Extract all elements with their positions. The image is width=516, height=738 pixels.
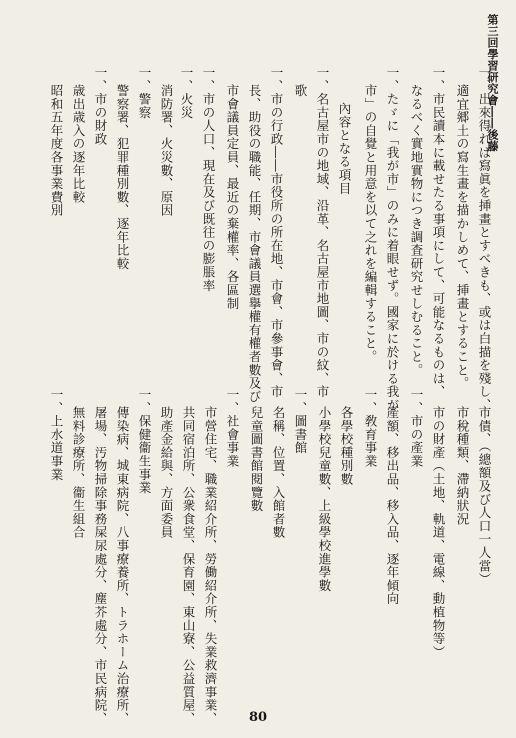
text-column: 共同宿泊所、公衆食堂、保育園、東山寮、公益質屋、 (181, 406, 196, 726)
text-column: 一、市の產業 (409, 388, 424, 468)
text-column: 產額、移出品、移入品、逐年傾向 (385, 406, 400, 606)
text-column: 一、市の行政――市役所の所在地、市會、市參事會、市 (269, 66, 284, 399)
text-column: 一、警察 (137, 66, 152, 120)
text-column: 兒童圖書館閱覽數 (249, 406, 264, 513)
text-column: 屠場、汚物掃除事務屎尿處分、塵芥處分、市民病院、 (93, 406, 108, 726)
text-column: 一、市の人口、現在及び既往の膨脹率 (201, 66, 216, 293)
text-column: 助產金給與、方面委員 (159, 406, 174, 539)
text-column: 市の財產（土地、軌道、電線、動植物等） (431, 406, 446, 659)
text-column: 一、出來得れば寫眞を挿畫とすべきも、或は白描を殘し、 (477, 66, 492, 412)
text-column: 一、市民讀本に載せたる事項にして、可能なるものは、 (431, 66, 446, 399)
text-column: 市」の自覺と用意を以て之れを編輯すること。 (363, 84, 378, 364)
text-column: 市會議員定員、最近の棄權率、各區制 (225, 84, 240, 311)
text-column: 適宜郷土の寫生畫を描かしめて、挿畫とすること。 (455, 84, 470, 390)
text-column: 市稅種類、滯納狀況 (455, 406, 470, 526)
text-column: 市債、（總額及び人口一人當） (477, 406, 492, 586)
text-column: 歌 (293, 84, 308, 98)
text-column: 長、助役の職能、任期、市會議員選擧權有權者數及び (247, 84, 262, 404)
section-heading: 內容となる項目 (337, 102, 352, 196)
text-column: 消防署、火災數、原因 (159, 84, 174, 217)
text-column: 昭和五年度各事業費別 (49, 84, 64, 217)
text-column: 一、火災 (179, 66, 194, 120)
text-column: 名稱、位置、入館者數 (271, 406, 286, 539)
text-column: 一、敎育事業 (363, 388, 378, 468)
text-column: 一、名古屋市の地域、沿革、名古屋市地圖、市の紋、市 (315, 66, 330, 399)
text-column: 一、市の財政 (93, 66, 108, 146)
text-column: 傳染病、城東病院、八事療養所、トラホーム治療所、 (115, 406, 130, 726)
page-number: 80 (248, 710, 268, 725)
text-column: 一、上水道事業 (49, 388, 64, 482)
text-column: 一、保健衞生事業 (137, 388, 152, 495)
text-column: 一、社會事業 (225, 388, 240, 468)
text-column: 各學校種別數 (339, 406, 354, 486)
running-header: 第三回學習研究會――後藤 (486, 14, 499, 152)
text-column: 小學校兒童數、上級學校進學數 (317, 406, 332, 593)
text-column: 警察署、犯罪種別數、逐年比較 (115, 84, 130, 271)
text-column: なるべく實地實物につき調査研究せしむること。 (409, 84, 424, 377)
text-column: 一、圖書館 (293, 388, 308, 455)
text-column: 一、たゞに「我が市」のみに着眼せず。國家に於ける我が (385, 66, 400, 412)
text-column: 市營住宅、職業紹介所、勞働紹介所、失業救濟事業、 (203, 406, 218, 726)
text-column: 無料診療所、衞生組合 (71, 406, 86, 539)
text-column: 歳出歳入の逐年比較 (71, 84, 86, 204)
